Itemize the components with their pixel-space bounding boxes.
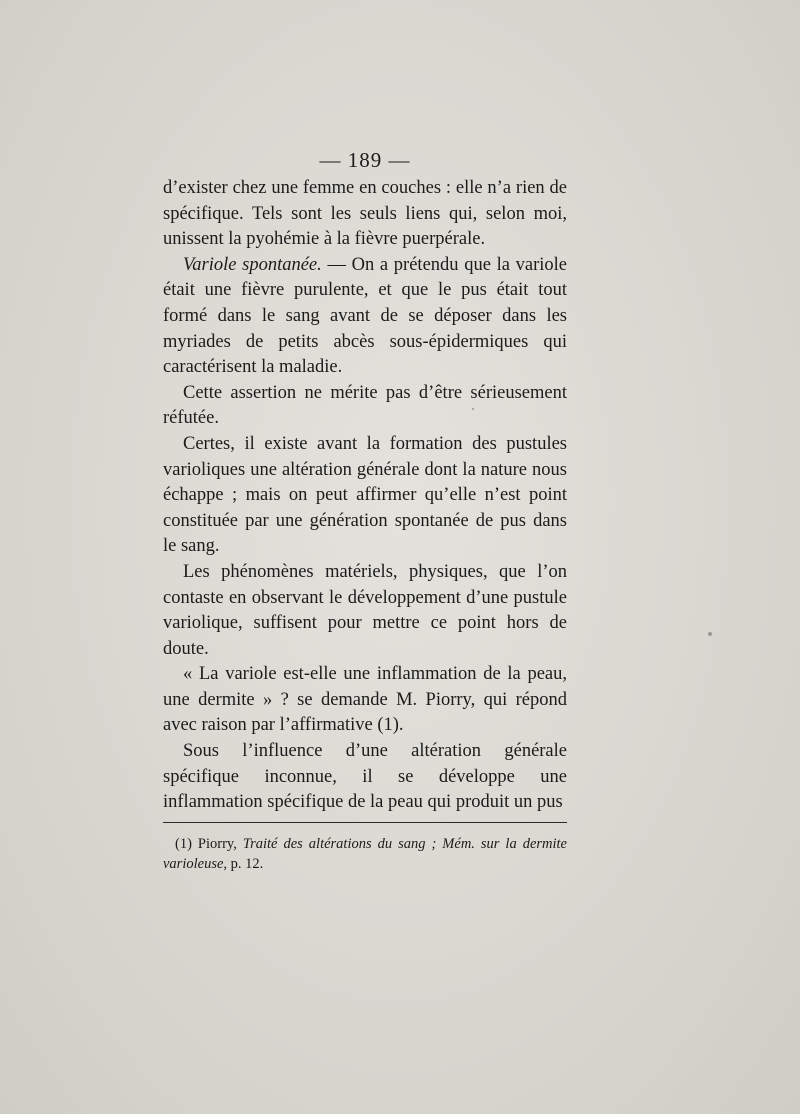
paragraph [163,253,567,381]
text-run: Certes, il existe avant la formation des pustules varioliques une altération générale dont la nature nous échappe ; mais on peut affirmer qu’elle n’est point constituée par une génération spontanée de pus dans le sang. [163,433,567,557]
text-run: d’exister chez une femme en couches : elle n’a rien de spécifique. Tels sont les seuls liens qui, selon moi, unissent la pyohémie à la fièvre puerpérale. [163,178,567,250]
footnote [163,834,567,874]
body-text [163,176,567,816]
footnote-text-run: , p. 12. [223,856,264,872]
paragraph [163,560,567,662]
footnote-text [163,834,567,874]
paragraph [163,432,567,560]
paper-speck [708,632,712,636]
text-run: Cette assertion ne mérite pas d’être sérieusement réfutée. [163,382,567,429]
footnote-italic-text: Traité des altérations du sang ; Mém. sur la dermite varioleuse [163,836,567,872]
paper-speck [472,408,474,410]
paragraph [163,381,567,432]
text-run: — On a prétendu que la variole était une fièvre purulente, et que le pus était tout formé dans le sang avant de se déposer dans les myriades de petits abcès sous-épidermiques qui caractérisent la maladie. [163,254,567,378]
text-run: « La variole est-elle une inflammation de la peau, une dermite » ? se demande M. Piorry, qui répond avec raison par l’affirmative (1). [163,664,567,736]
text-run: Les phénomènes matériels, physiques, que l’on contaste en observant le développement d’une pustule variolique, suffisent pour mettre ce point hors de doute. [163,561,567,659]
paragraph [163,176,567,253]
paragraph [163,739,567,816]
paragraph [163,662,567,739]
italic-text: Variole spontanée. [183,254,322,275]
page-number: — 189 — [319,148,411,172]
text-run: Sous l’influence d’une altération générale spécifique inconnue, il se développe une inflammation spécifique de la peau qui produit un pus [163,741,567,813]
footnote-divider [163,822,567,823]
footnote-text-run: (1) Piorry, [175,836,243,852]
